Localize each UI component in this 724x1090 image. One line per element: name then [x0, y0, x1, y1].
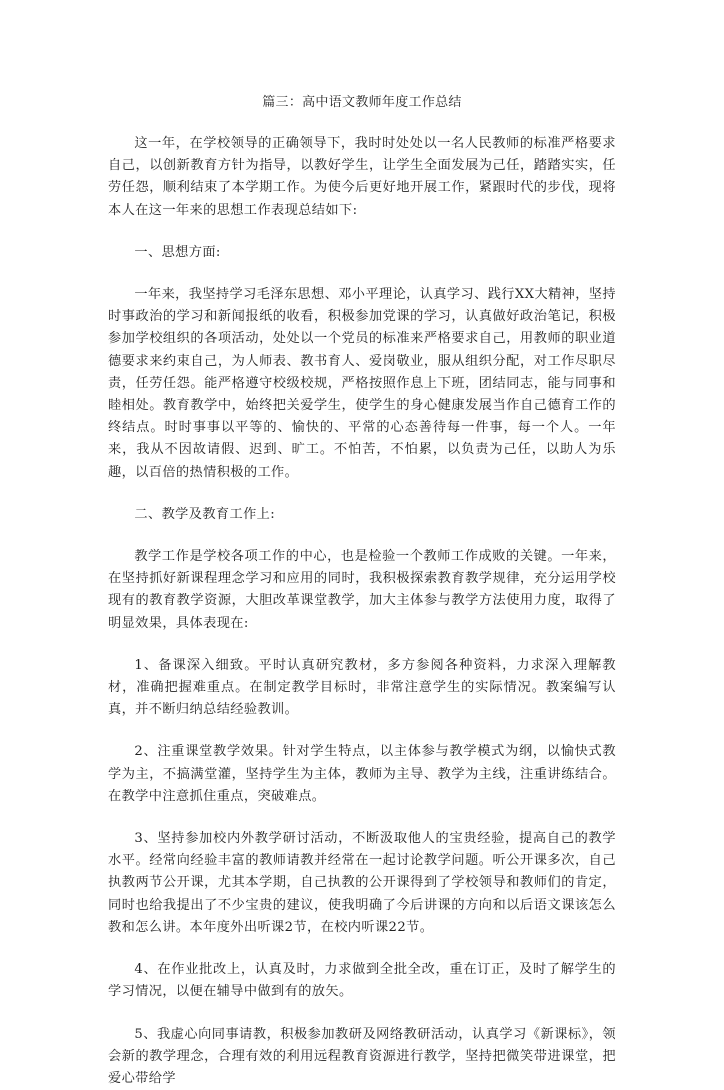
item-2-paragraph: 2、注重课堂教学效果。针对学生特点，以主体参与教学模式为纲，以愉快式教学为主，不搞满堂灌，坚持学生为主体，教师为主导、教学为主线，注重讲练结合。在教学中注意抓住重点，突破难点。 [108, 741, 616, 808]
document-title: 篇三：高中语文教师年度工作总结 [108, 94, 616, 112]
item-1-paragraph: 1、备课深入细致。平时认真研究教材，多方参阅各种资料，力求深入理解教材，准确把握难重点。在制定教学目标时，非常注意学生的实际情况。教案编写认真，并不断归纳总结经验教训。 [108, 655, 616, 722]
item-4-paragraph: 4、在作业批改上，认真及时，力求做到全批全改，重在订正，及时了解学生的学习情况，以便在辅导中做到有的放矢。 [108, 959, 616, 1003]
section1-heading: 一、思想方面: [108, 242, 616, 264]
section1-paragraph: 一年来，我坚持学习毛泽东思想、邓小平理论，认真学习、践行XX大精神，坚持时事政治的学习和新闻报纸的收看，积极参加党课的学习，认真做好政治笔记，积极参加学校组织的各项活动，处处以一个党员的标准来严格要求自己，用教师的职业道德要求来约束自己，为人师表、教书育人、爱岗敬业，服从组织分配，对工作尽职尽责，任劳任怨。能严格遵守校级校规，严格按照作息上下班，团结同志，能与同事和睦相处。教育教学中，始终把关爱学生，使学生的身心健康发展当作自己德育工作的终结点。时时事事以平等的、愉快的、平常的心态善待每一件事，每一个人。一年来，我从不因故请假、迟到、旷工。不怕苦，不怕累，以负责为己任，以助人为乐趣，以百倍的热情积极的工作。 [108, 284, 616, 484]
intro-paragraph: 这一年，在学校领导的正确领导下，我时时处处以一名人民教师的标准严格要求自己，以创新教育方针为指导，以教好学生，让学生全面发展为己任，踏踏实实，任劳任怨，顺利结束了本学期工作。为使今后更好地开展工作，紧跟时代的步伐，现将本人在这一年来的思想工作表现总结如下: [108, 133, 616, 222]
item-3-paragraph: 3、坚持参加校内外教学研讨活动，不断汲取他人的宝贵经验，提高自己的教学水平。经常向经验丰富的教师请教并经常在一起讨论教学问题。听公开课多次，自己执教两节公开课，尤其本学期，自己执教的公开课得到了学校领导和教师们的肯定，同时也给我提出了不少宝贵的建议，使我明确了今后讲课的方向和以后语文课该怎么教和怎么讲。本年度外出听课2节，在校内听课22节。 [108, 828, 616, 939]
section2-intro-paragraph: 教学工作是学校各项工作的中心，也是检验一个教师工作成败的关键。一年来，在坚持抓好新课程理念学习和应用的同时，我积极探索教育教学规律，充分运用学校现有的教育教学资源，大胆改革课堂教学，加大主体参与教学方法使用力度，取得了明显效果，具体表现在: [108, 546, 616, 635]
item-5-paragraph: 5、我虚心向同事请教，积极参加教研及网络教研活动，认真学习《新课标》，领会新的教学理念，合理有效的利用远程教育资源进行教学，坚持把微笑带进课堂，把爱心带给学 [108, 1024, 616, 1090]
document-page [108, 94, 616, 1090]
section2-heading: 二、教学及教育工作上: [108, 504, 616, 526]
